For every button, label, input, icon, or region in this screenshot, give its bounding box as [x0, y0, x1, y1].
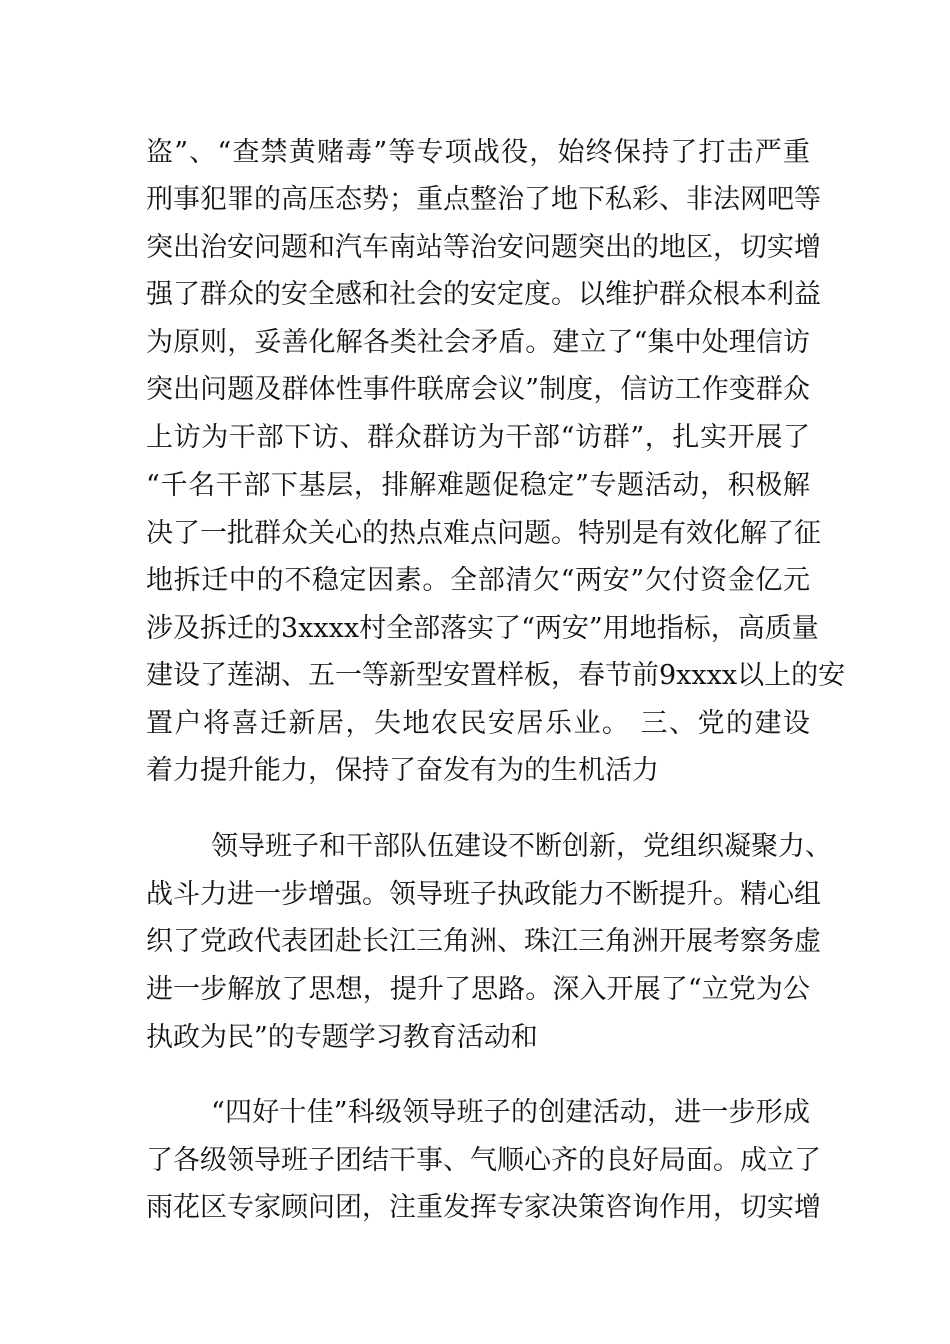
text-line-11: 涉及拆迁的3xxxx村全部落实了“两安”用地指标，高质量 [146, 613, 819, 644]
text-line-6: 突出问题及群体性事件联席会议”制度，信访工作变群众 [146, 374, 810, 405]
text-line-2: 刑事犯罪的高压态势；重点整治了地下私彩、非法网吧等 [146, 184, 821, 215]
text-line-18: 进一步解放了思想，提升了思路。深入开展了“立党为公 [146, 974, 810, 1005]
text-line-4: 强了群众的安全感和社会的安定度。以维护群众根本利益 [146, 279, 821, 310]
text-line-22: 雨花区专家顾问团，注重发挥专家决策咨询作用，切实增 [146, 1192, 821, 1223]
text-line-1: 盗”、“查禁黄赌毒”等专项战役，始终保持了打击严重 [146, 137, 810, 168]
text-line-5: 为原则，妥善化解各类社会矛盾。建立了“集中处理信访 [146, 327, 810, 358]
text-line-15: 领导班子和干部队伍建设不断创新，党组织凝聚力、 [211, 831, 832, 862]
text-line-12: 建设了莲湖、五一等新型安置样板，春节前9xxxx以上的安 [146, 660, 846, 691]
text-line-16: 战斗力进一步增强。领导班子执政能力不断提升。精心组 [146, 879, 821, 910]
text-line-17: 织了党政代表团赴长江三角洲、珠江三角洲开展考察务虚 [146, 926, 821, 957]
text-line-7: 上访为干部下访、群众群访为干部“访群”，扎实开展了 [146, 422, 810, 453]
text-line-8: “千名干部下基层，排解难题促稳定”专题活动，积极解 [146, 470, 810, 501]
text-line-3: 突出治安问题和汽车南站等治安问题突出的地区，切实增 [146, 232, 821, 263]
text-line-14: 着力提升能力，保持了奋发有为的生机活力 [146, 755, 659, 786]
text-line-20: “四好十佳”科级领导班子的创建活动，进一步形成 [211, 1097, 810, 1128]
text-line-19: 执政为民”的专题学习教育活动和 [146, 1022, 538, 1053]
text-line-21: 了各级领导班子团结干事、气顺心齐的良好局面。成立了 [146, 1145, 821, 1176]
text-line-10: 地拆迁中的不稳定因素。全部清欠“两安”欠付资金亿元 [146, 565, 810, 596]
text-line-9: 决了一批群众关心的热点难点问题。特别是有效化解了征 [146, 518, 821, 549]
text-line-13: 置户将喜迁新居，失地农民安居乐业。 三、党的建设 [146, 708, 810, 739]
